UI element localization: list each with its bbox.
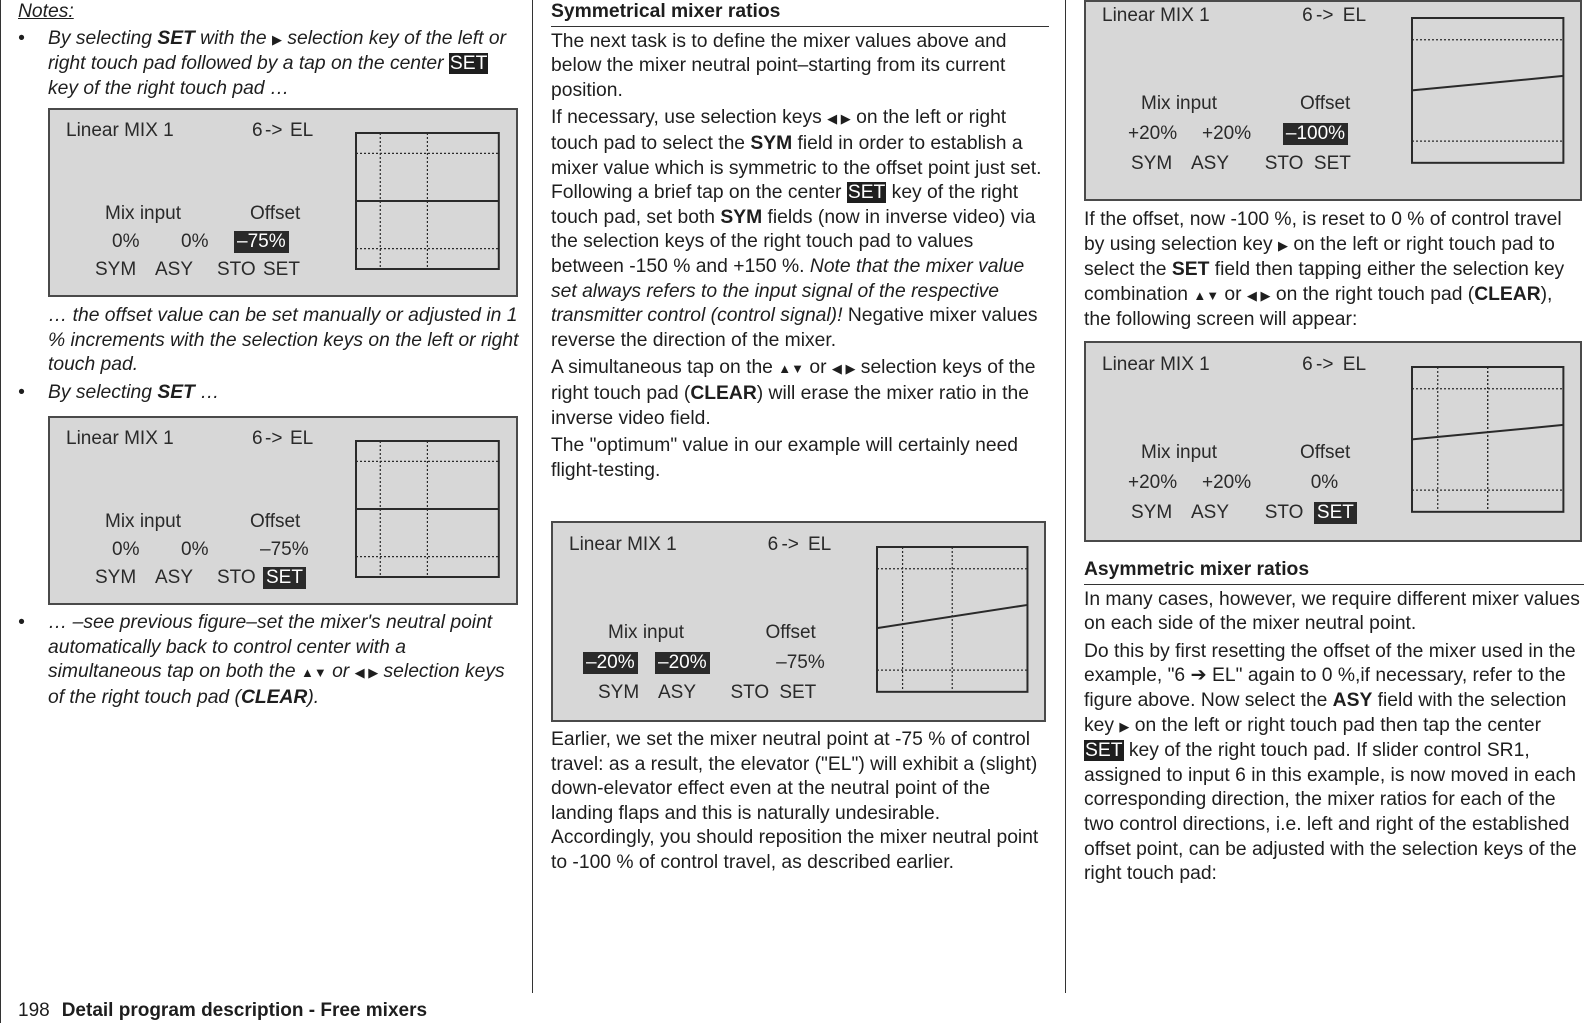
lcd-asy-field: ASY: [658, 681, 697, 703]
up-down-key-icon: ▲▼: [1193, 287, 1220, 303]
mixer-curve-graph: [355, 440, 502, 580]
lcd-asy-value: +20%: [1202, 471, 1252, 493]
column-rule-1: [532, 0, 533, 993]
lcd-route-arrow-icon: ->: [781, 533, 799, 555]
lcd-offset-label: Offset: [765, 622, 816, 644]
set-key-label: SET: [449, 53, 488, 75]
left-right-key-icon: ◀ ▶: [831, 361, 856, 377]
notes-heading: Notes:: [18, 1, 74, 22]
lcd-route-arrow-icon: ->: [1316, 4, 1334, 26]
lcd-sto-field: STO: [1264, 152, 1304, 174]
lcd-route-arrow-icon: ->: [265, 428, 283, 449]
lcd-set-field: SET: [779, 681, 817, 703]
lcd-route-input: 6: [767, 533, 779, 555]
lcd-sym-field: SYM: [598, 681, 640, 703]
right-arrow-key-icon: ▶: [272, 31, 282, 47]
lcd-asy-value: 0%: [181, 539, 209, 560]
lcd-offset-value: –100%: [1283, 123, 1348, 145]
lcd-sto-field: STO: [217, 259, 256, 280]
bullet-dot: •: [18, 612, 25, 633]
left-right-key-icon: ◀ ▶: [1246, 287, 1271, 303]
column-3-lower: [1084, 558, 1584, 890]
lcd-route-arrow-icon: ->: [265, 120, 283, 141]
lcd-offset-value: 0%: [1310, 471, 1339, 493]
mixer-curve-line: [1412, 76, 1563, 90]
mixer-curve-graph: [355, 132, 502, 272]
lcd-offset-value: –75%: [260, 539, 309, 560]
lcd-sym-field: SYM: [1131, 152, 1173, 174]
paragraph: If necessary, use selection keys ◀ ▶ on the left or right touch pad to select the SYM field in order to establish a mixer value which is symmetric to the offset point just set. Following a brief tap on the center SET key of the right touch pad, set both SYM fields (now in inverse video) via the selection keys of the right touch pad to values between -150 % and +150 %. Note that the mixer value set always refers to the input signal of the respective transmitter control (control signal)! Negative mixer values reverse the direction of the mixer.: [551, 107, 1042, 351]
bullet-dot: •: [18, 382, 25, 403]
lcd-title: Linear MIX 1: [66, 428, 174, 449]
lcd-screen-symmetric: [551, 521, 1046, 722]
lcd-sym-field: SYM: [95, 567, 137, 588]
lcd-asy-field: ASY: [155, 259, 194, 280]
lcd-route-target: EL: [808, 533, 832, 555]
paragraph-earlier: Earlier, we set the mixer neutral point at -75 % of control travel: as a result, the elevator ("EL") will exhibit a (slight) down-elevator effect even at the neutral point of the landing flaps and this is naturally undesirable. Accordingly, you should reposition the mixer neutral point to -100 % of control travel, as described earlier.: [551, 729, 1039, 873]
left-right-key-icon: ◀ ▶: [827, 111, 851, 127]
up-down-key-icon: ▲▼: [778, 361, 804, 377]
lcd-title: Linear MIX 1: [1102, 353, 1210, 375]
lcd-offset-label: Offset: [250, 511, 301, 532]
lcd-route-target: EL: [290, 428, 314, 449]
up-down-key-icon: ▲▼: [300, 665, 327, 681]
lcd-sto-field: STO: [217, 567, 256, 588]
paragraph: Do this by first resetting the offset of the mixer used in the example, "6 ➔ EL" again to 0 %,if necessary, refer to the figure above. Now select the ASY field with the selection key ▶ on the left or right touch pad then tap the center SET key of the right touch pad. If slider control SR1, assigned to input 6 in this example, is now moved in each corresponding direction, the mixer ratios for each of the two control directions, i.e. left and right of the established offset point, can be adjusted with the selection keys of the right touch pad:: [1084, 640, 1577, 885]
lcd-route-input: 6: [1302, 4, 1313, 26]
bullet-1: • By selecting SET with the ▶ selection key of the left or right touch pad followed by a tap on the center SET key of the right touch pad …: [18, 27, 506, 99]
mixer-curve-graph: [1411, 366, 1566, 515]
paragraph: The next task is to define the mixer values above and below the mixer neutral point–starting from its current position.: [551, 30, 1007, 101]
lcd-screen-offset-minus100: [1084, 0, 1582, 201]
lcd-offset-value: –75%: [234, 231, 289, 253]
lcd-route-target: EL: [290, 120, 314, 141]
set-key-label: SET: [847, 182, 886, 204]
lcd-asy-field: ASY: [1191, 501, 1230, 523]
column-rule-2: [1065, 0, 1066, 993]
lcd-sym-value: 0%: [112, 539, 140, 560]
symmetrical-heading: Symmetrical mixer ratios: [551, 0, 1049, 27]
lcd-set-field: SET: [1313, 152, 1351, 174]
right-arrow-key-icon: ▶: [1278, 237, 1288, 253]
paragraph: In many cases, however, we require different mixer values on each side of the mixer neutral point.: [1084, 588, 1580, 635]
lcd-screen-offset-edit: [48, 108, 518, 297]
lcd-mix-input-label: Mix input: [1141, 442, 1218, 464]
lcd-screen-set-selected: [48, 416, 518, 605]
lcd-route-target: EL: [1342, 353, 1367, 375]
page-footer: [18, 1000, 427, 1022]
lcd-sym-value: –20%: [583, 652, 638, 674]
column-1: [18, 0, 518, 101]
lcd-offset-value: –75%: [776, 651, 825, 673]
lcd-asy-field: ASY: [1191, 152, 1230, 174]
lcd-route-arrow-icon: ->: [1316, 353, 1334, 375]
lcd-asy-field: ASY: [155, 567, 194, 588]
paragraph: The "optimum" value in our example will certainly need flight-testing.: [551, 435, 1019, 481]
lcd-sym-field: SYM: [95, 259, 137, 280]
mixer-curve-graph: [876, 546, 1030, 695]
lcd-route-input: 6: [252, 428, 263, 449]
set-key-label: SET: [1085, 740, 1123, 762]
lcd-sym-field: SYM: [1131, 501, 1173, 523]
lcd-title: Linear MIX 1: [1102, 4, 1210, 26]
paragraph: A simultaneous tap on the ▲▼ or ◀ ▶ selection keys of the right touch pad (CLEAR) will erase the mixer ratio in the inverse video field.: [551, 357, 1036, 429]
lcd-set-field: SET: [1314, 502, 1357, 524]
lcd-mix-input-label: Mix input: [105, 511, 182, 532]
lcd-sto-field: STO: [730, 681, 770, 703]
asymmetric-heading: Asymmetric mixer ratios: [1084, 558, 1584, 585]
lcd-mix-input-label: Mix input: [608, 622, 685, 644]
lcd-route-input: 6: [1302, 353, 1313, 375]
lcd-route-input: 6: [252, 120, 263, 141]
lcd-screen-offset-reset: [1084, 341, 1582, 542]
lcd-sym-value: +20%: [1128, 471, 1178, 493]
lcd-asy-value: +20%: [1202, 122, 1252, 144]
footer-title: Detail program description - Free mixers: [61, 1000, 428, 1021]
lcd-asy-value: 0%: [181, 231, 209, 252]
lcd-mix-input-label: Mix input: [105, 203, 182, 224]
lcd-asy-value: –20%: [655, 652, 710, 674]
lcd-sym-value: +20%: [1128, 122, 1178, 144]
right-arrow-key-icon: ▶: [1119, 718, 1130, 734]
lcd-sym-value: 0%: [112, 231, 140, 252]
lcd-title: Linear MIX 1: [569, 533, 677, 555]
lcd-route-target: EL: [1342, 4, 1367, 26]
offset-adjust-note: … the offset value can be set manually or adjusted in 1 % increments with the selection keys on the left or right touch pad.: [48, 305, 519, 376]
bullet-dot: •: [18, 27, 25, 49]
lcd-offset-label: Offset: [1300, 93, 1351, 115]
lcd-mix-input-label: Mix input: [1141, 93, 1218, 115]
lcd-set-field: SET: [263, 567, 306, 589]
page-left-rule: [0, 0, 1, 1023]
lcd-offset-label: Offset: [1300, 442, 1351, 464]
lcd-sto-field: STO: [1264, 501, 1304, 523]
left-right-key-icon: ◀ ▶: [354, 665, 379, 681]
reset-offset-paragraph: If the offset, now -100 %, is reset to 0 % of control travel by using selection key ▶ on the left or right touch pad to select the SET field then tapping either the selection key combination ▲▼ or ◀ ▶ on the right touch pad (CLEAR), the following screen will appear:: [1084, 209, 1565, 331]
mixer-curve-graph: [1411, 17, 1566, 166]
column-2: [551, 0, 1049, 486]
bullet-3: • … –see previous figure–set the mixer's neutral point automatically back to control center with a simultaneous tap on both the ▲▼ or ◀ ▶ selection keys of the right touch pad (CLEAR).: [18, 612, 505, 708]
bullet-2: • By selecting SET …: [18, 381, 518, 406]
lcd-title: Linear MIX 1: [66, 120, 174, 141]
lcd-set-field: SET: [263, 259, 300, 280]
page-number: 198: [18, 1000, 50, 1021]
lcd-offset-label: Offset: [250, 203, 301, 224]
right-arrow-icon: ➔: [1190, 665, 1207, 687]
